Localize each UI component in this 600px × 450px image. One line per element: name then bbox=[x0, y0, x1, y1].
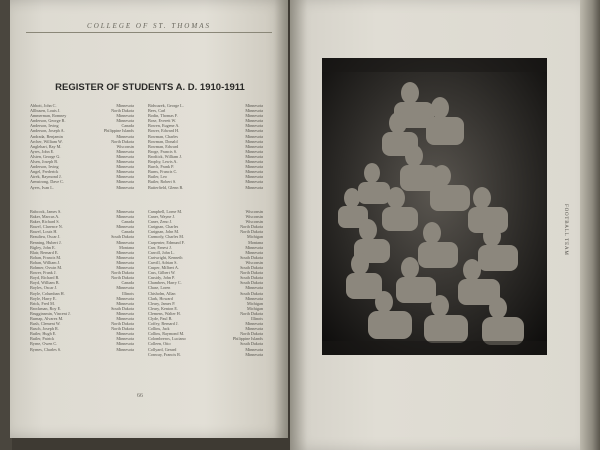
student-home: South Dakota bbox=[240, 290, 263, 296]
student-home: Minnesota bbox=[116, 174, 134, 180]
student-home: Minnesota bbox=[116, 148, 134, 154]
student-name: Ayers, Ivan L. bbox=[30, 184, 54, 190]
team-photo-image bbox=[322, 58, 547, 355]
student-name: Bohan, Francis M. bbox=[30, 254, 62, 260]
student-home: Minnesota bbox=[116, 300, 134, 306]
student-name: Brick, Fred M. bbox=[30, 300, 55, 306]
student-home: Minnesota bbox=[116, 159, 134, 165]
student-home: Wisconsin bbox=[116, 143, 134, 149]
student-home: Illinois bbox=[251, 315, 263, 321]
student-home: Canada bbox=[121, 280, 134, 286]
student-home: North Dakota bbox=[111, 321, 134, 327]
student-name: Boyd, William B. bbox=[30, 280, 60, 286]
student-name: Babcock, James S. bbox=[30, 209, 62, 214]
student-name: Cartwright, Kenneth bbox=[148, 254, 183, 260]
student-name: Benning, Hubert J. bbox=[30, 239, 62, 245]
student-name: Byrnes, Charles S. bbox=[30, 346, 62, 352]
student-home: Minnesota bbox=[245, 108, 263, 114]
student-name: Boyle, Columban H. bbox=[30, 290, 65, 296]
student-name: Bees, Carl bbox=[148, 108, 166, 114]
student-home: Minnesota bbox=[116, 209, 134, 214]
student-name: Bodin, Thomas F. bbox=[148, 113, 178, 119]
student-home: Minnesota bbox=[116, 133, 134, 139]
student-name: Bower, Edward H. bbox=[148, 128, 180, 134]
student-home: North Dakota bbox=[111, 138, 134, 144]
student-name: Anderson, George R. bbox=[30, 118, 66, 124]
page-edges bbox=[580, 0, 600, 450]
student-home: Philippine Islands bbox=[103, 128, 134, 134]
student-home: Minnesota bbox=[245, 244, 263, 250]
student-home: Minnesota bbox=[245, 285, 263, 291]
student-name: Carignan, John M. bbox=[148, 229, 180, 235]
register-column-block2-right bbox=[148, 209, 263, 357]
student-home: Wisconsin bbox=[245, 259, 263, 265]
student-home: Minnesota bbox=[245, 295, 263, 301]
student-name: Anderson, Joseph A. bbox=[30, 128, 65, 134]
student-name: Clyde, Paul B. bbox=[148, 315, 173, 321]
student-name: Brodtick, William J. bbox=[148, 153, 182, 159]
student-name: Brockman, Roy E. bbox=[30, 305, 62, 311]
student-home: South Dakota bbox=[111, 305, 134, 311]
student-home: North Dakota bbox=[111, 270, 134, 276]
student-home: North Dakota bbox=[240, 331, 263, 337]
student-home: Wisconsin bbox=[245, 214, 263, 220]
student-home: North Dakota bbox=[240, 270, 263, 276]
student-home: Michigan bbox=[246, 300, 263, 306]
student-home: Minnesota bbox=[116, 295, 134, 301]
student-home: Minnesota bbox=[116, 346, 134, 352]
student-home: Minnesota bbox=[245, 123, 263, 129]
student-home: Minnesota bbox=[245, 174, 263, 180]
student-home: Minnesota bbox=[116, 153, 134, 159]
student-home: South Dakota bbox=[240, 254, 263, 260]
student-home: North Dakota bbox=[111, 275, 134, 281]
student-name: Ayres, John E. bbox=[30, 148, 55, 154]
student-name: Angel, Frederick bbox=[30, 169, 59, 175]
student-home: Minnesota bbox=[245, 326, 263, 332]
student-name: Carpenter, Edmund F. bbox=[148, 239, 185, 245]
student-name: Chisholm, Allan bbox=[148, 290, 176, 296]
student-name: Boyles, Oscar J. bbox=[30, 285, 58, 291]
student-home: Minnesota bbox=[116, 254, 134, 260]
student-name: Alsten, George G. bbox=[30, 153, 61, 159]
student-name: Bowman, Donald bbox=[148, 138, 178, 144]
student-name: Busch, Joseph R. bbox=[30, 326, 59, 332]
student-name: Bidwazek, George L. bbox=[148, 103, 184, 108]
student-home: Minnesota bbox=[116, 310, 134, 316]
student-name: Burch, Frank P. bbox=[148, 164, 175, 170]
student-home: Michigan bbox=[246, 305, 263, 311]
student-name: Cass, Gilbert W. bbox=[148, 270, 176, 276]
student-home: Minnesota bbox=[245, 159, 263, 165]
student-name: Collyard, Gerard bbox=[148, 346, 177, 352]
register-entry bbox=[30, 347, 134, 352]
student-home: Minnesota bbox=[116, 214, 134, 220]
student-home: Minnesota bbox=[116, 285, 134, 291]
student-name: Caner, Wayne J. bbox=[148, 214, 176, 220]
student-name: Caner, Zeno J. bbox=[148, 219, 173, 225]
student-home: Minnesota bbox=[116, 331, 134, 337]
running-head: COLLEGE OF ST. THOMAS bbox=[26, 22, 272, 33]
register-column-block2-left bbox=[30, 209, 134, 352]
student-name: Bowman, Charles bbox=[148, 133, 179, 139]
student-name: Chambers, Harry C. bbox=[148, 280, 182, 286]
student-home: Wisconsin bbox=[245, 219, 263, 225]
student-home: North Dakota bbox=[240, 224, 263, 230]
student-home: South Dakota bbox=[111, 234, 134, 240]
student-name: Conway, Francis R. bbox=[148, 351, 181, 357]
student-home: Minnesota bbox=[116, 315, 134, 321]
student-home: Minnesota bbox=[245, 103, 263, 108]
student-name: Coffey, Bernard J. bbox=[148, 321, 179, 327]
student-home: Minnesota bbox=[245, 153, 263, 159]
student-name: Butler, Hugh E. bbox=[30, 331, 57, 337]
student-name: Atrek, Raymond J. bbox=[30, 174, 62, 180]
student-name: Colombreros, Luciano bbox=[148, 336, 186, 342]
student-home: Minnesota bbox=[245, 118, 263, 124]
student-name: Burns, Francis C. bbox=[148, 169, 178, 175]
student-name: Colleen, Otto bbox=[148, 341, 171, 347]
student-name: Bohmer, Oswin M. bbox=[30, 265, 63, 271]
student-home: Minnesota bbox=[245, 179, 263, 185]
student-name: Abbott, John C. bbox=[30, 103, 57, 108]
student-name: Boyle, Harry E. bbox=[30, 295, 57, 301]
student-home: Canada bbox=[121, 229, 134, 235]
register-column-block1-right bbox=[148, 103, 263, 190]
student-home: Minnesota bbox=[116, 265, 134, 271]
student-home: Illinois bbox=[122, 290, 134, 296]
student-home: Minnesota bbox=[116, 336, 134, 342]
student-home: Wisconsin bbox=[245, 209, 263, 214]
student-name: Cleary, Kenton E. bbox=[148, 305, 178, 311]
student-home: Minnesota bbox=[245, 169, 263, 175]
student-home: Minnesota bbox=[116, 239, 134, 245]
student-name: Casper, Milbert A. bbox=[148, 265, 180, 271]
student-name: Andrada, Benjamin bbox=[30, 133, 63, 139]
student-home: Minnesota bbox=[245, 351, 263, 357]
student-home: South Dakota bbox=[240, 341, 263, 347]
student-home: Minnesota bbox=[245, 321, 263, 327]
register-title: REGISTER OF STUDENTS A. D. 1910-1911 bbox=[55, 82, 245, 93]
student-name: Butler, Robert S. bbox=[148, 179, 177, 185]
student-name: Baker, Marcus A. bbox=[30, 214, 60, 220]
student-home: South Dakota bbox=[240, 280, 263, 286]
student-home: Minnesota bbox=[116, 169, 134, 175]
page-number: 66 bbox=[137, 393, 143, 399]
student-home: Minnesota bbox=[116, 113, 134, 119]
student-home: South Dakota bbox=[240, 275, 263, 281]
student-home: North Dakota bbox=[111, 108, 134, 114]
student-name: Carroll, John L. bbox=[148, 249, 175, 255]
student-name: Ammerman, Romney bbox=[30, 113, 67, 119]
student-name: Alsen, Joseph B. bbox=[30, 159, 59, 165]
student-name: Bowen, Eugene A. bbox=[148, 123, 180, 129]
student-home: Minnesota bbox=[245, 128, 263, 134]
student-name: Cleary, James P. bbox=[148, 300, 176, 306]
student-home: Minnesota bbox=[116, 118, 134, 124]
student-name: Carr, Ernest J. bbox=[148, 244, 172, 250]
student-name: Collins, Raymond M. bbox=[148, 331, 185, 337]
register-entry bbox=[30, 185, 134, 190]
student-name: Butterfield, Glenn B. bbox=[148, 184, 184, 190]
student-name: Blair, Bernard E. bbox=[30, 249, 59, 255]
student-home: Canada bbox=[121, 123, 134, 129]
student-home: Minnesota bbox=[245, 164, 263, 170]
student-home: Minnesota bbox=[116, 249, 134, 255]
student-name: Butler, Leo bbox=[148, 174, 167, 180]
student-name: Bohan, William J. bbox=[30, 259, 61, 265]
student-name: Boyd, Richard B. bbox=[30, 275, 60, 281]
student-name: Burnap, Alvarez M. bbox=[30, 315, 64, 321]
student-home: Minnesota bbox=[245, 138, 263, 144]
student-name: Bawel, Clarence N. bbox=[30, 224, 63, 230]
student-name: Bower, Frank J. bbox=[30, 270, 57, 276]
student-name: Carmody, Charles M. bbox=[148, 234, 185, 240]
student-name: Collins, Jack bbox=[148, 326, 170, 332]
student-home: Minnesota bbox=[245, 148, 263, 154]
student-home: Minnesota bbox=[245, 346, 263, 352]
student-name: Brophy, Lewis A. bbox=[148, 159, 178, 165]
student-name: Anderson, Irving bbox=[30, 164, 59, 170]
student-home: North Dakota bbox=[240, 310, 263, 316]
student-home: North Dakota bbox=[240, 229, 263, 235]
student-name: Armstrong, Dave C. bbox=[30, 179, 64, 185]
student-name: Bawel, Louis H. bbox=[30, 229, 58, 235]
student-name: Clemens, Walter H. bbox=[148, 310, 181, 316]
student-name: Chase, Loren bbox=[148, 285, 171, 291]
student-home: Canada bbox=[121, 219, 134, 225]
student-home: Minnesota bbox=[245, 133, 263, 139]
student-home: Philippine Islands bbox=[232, 336, 263, 342]
student-home: South Dakota bbox=[240, 265, 263, 271]
student-name: Anglehart, Ray M. bbox=[30, 143, 62, 149]
student-home: North Dakota bbox=[111, 326, 134, 332]
student-home: Minnesota bbox=[245, 184, 263, 190]
student-name: Carignan, Charles bbox=[148, 224, 179, 230]
student-home: Minnesota bbox=[116, 259, 134, 265]
student-name: Carvill, Adrian S. bbox=[148, 259, 178, 265]
student-name: Cassidy, John P. bbox=[148, 275, 175, 281]
student-home: Minnesota bbox=[245, 249, 263, 255]
register-entry bbox=[148, 352, 263, 357]
student-name: Bowman, Edward bbox=[148, 143, 179, 149]
student-name: Bush, Clement W. bbox=[30, 321, 61, 327]
student-home: Minnesota bbox=[245, 143, 263, 149]
student-name: Anderson, Irving bbox=[30, 123, 59, 129]
student-name: Beaulieu, Oscar J. bbox=[30, 234, 61, 240]
student-home: Minnesota bbox=[116, 184, 134, 190]
student-name: Byrne, Owen C. bbox=[30, 341, 58, 347]
photo-caption: FOOTBALL TEAM bbox=[563, 204, 568, 256]
register-column-block1-left bbox=[30, 103, 134, 190]
student-home: Montana bbox=[119, 244, 134, 250]
register-entry bbox=[148, 185, 263, 190]
student-home: Minnesota bbox=[245, 113, 263, 119]
student-name: Brugginsmin, Vincent J. bbox=[30, 310, 71, 316]
student-name: Archer, William W. bbox=[30, 138, 63, 144]
student-home: Michigan bbox=[246, 234, 263, 240]
student-name: Clark, Howard bbox=[148, 295, 173, 301]
student-name: Allhusen, Louis J. bbox=[30, 108, 61, 114]
student-name: Bigley, John E. bbox=[30, 244, 56, 250]
student-home: Minnesota bbox=[116, 164, 134, 170]
student-home: Minnesota bbox=[116, 341, 134, 347]
student-name: Campbell, Lorne M. bbox=[148, 209, 183, 214]
student-home: Minnesota bbox=[116, 103, 134, 108]
student-home: Montana bbox=[248, 239, 263, 245]
football-team-photo bbox=[322, 58, 547, 355]
student-name: Bose, Everett W. bbox=[148, 118, 177, 124]
student-home: Minnesota bbox=[116, 224, 134, 230]
student-name: Baker, Richard S. bbox=[30, 219, 60, 225]
student-name: Broge, Francis S. bbox=[148, 148, 178, 154]
student-home: Minnesota bbox=[116, 179, 134, 185]
student-name: Butler, Patrick bbox=[30, 336, 55, 342]
